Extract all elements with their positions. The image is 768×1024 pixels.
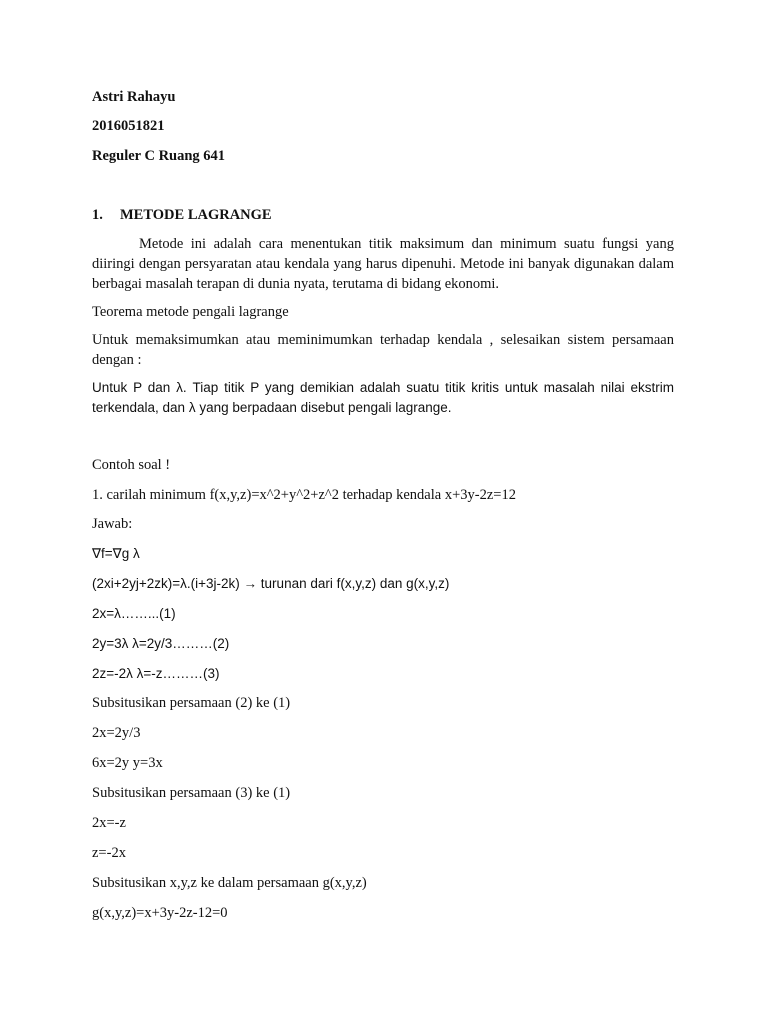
solution-step-6: Subsitusikan persamaan (2) ke (1) (92, 695, 291, 711)
example-heading: Contoh soal ! (92, 457, 171, 473)
theorem-heading: Teorema metode pengali lagrange (92, 304, 289, 320)
theorem-conclusion: Untuk P dan λ. Tiap titik P yang demikian adalah suatu titik kritis untuk masalah nilai ekstrim terkendala, dan λ yang berpadaan disebut pengali lagrange. (92, 380, 674, 415)
intro-paragraph: Metode ini adalah cara menentukan titik maksimum dan minimum suatu fungsi yang diiringi dengan persyaratan atau kendala yang harus dipenuhi. Metode ini banyak digunakan dalam berbagai masalah terapan di dunia nyata, terutama di bidang ekonomi. (92, 236, 674, 292)
solution-step-2: (2xi+2yj+2zk)=λ.(i+3j-2k) → turunan dari f(x,y,z) dan g(x,y,z) (92, 576, 450, 591)
solution-step-12: Subsitusikan x,y,z ke dalam persamaan g(x,y,z) (92, 875, 367, 891)
example-problem: 1. carilah minimum f(x,y,z)=x^2+y^2+z^2 terhadap kendala x+3y-2z=12 (92, 487, 516, 503)
class-room: Reguler C Ruang 641 (92, 148, 226, 164)
solution-step-13: g(x,y,z)=x+3y-2z-12=0 (92, 905, 228, 921)
answer-label: Jawab: (92, 516, 133, 532)
solution-step-3: 2x=λ……...(1) (92, 606, 176, 621)
section-title: METODE LAGRANGE (120, 207, 272, 223)
theorem-statement: Untuk memaksimumkan atau meminimumkan terhadap kendala , selesaikan sistem persamaan dengan : (92, 332, 674, 368)
solution-step-10: 2x=-z (92, 815, 126, 831)
solution-step-7: 2x=2y/3 (92, 725, 141, 741)
student-id: 2016051821 (92, 118, 165, 134)
solution-step-1: ∇f=∇g λ (92, 546, 140, 561)
solution-step-11: z=-2x (92, 845, 126, 861)
solution-step-4: 2y=3λ λ=2y/3………(2) (92, 636, 230, 651)
author-name: Astri Rahayu (92, 89, 176, 105)
solution-step-8: 6x=2y y=3x (92, 755, 163, 771)
section-number: 1. (92, 207, 103, 223)
solution-step-9: Subsitusikan persamaan (3) ke (1) (92, 785, 291, 801)
solution-step-5: 2z=-2λ λ=-z………(3) (92, 666, 220, 681)
section-heading (92, 206, 272, 224)
